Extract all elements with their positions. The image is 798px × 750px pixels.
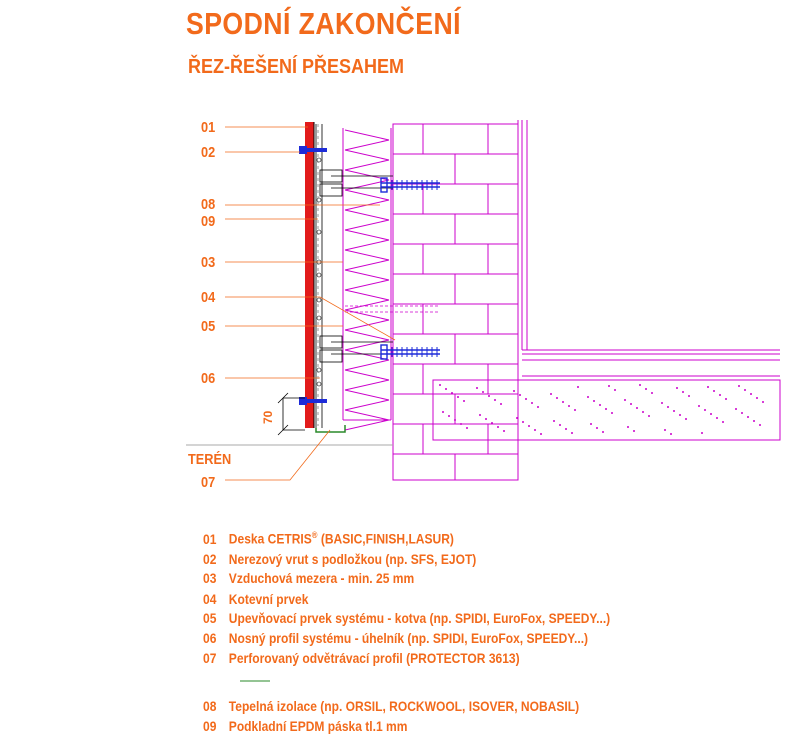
concrete-dot [457,396,459,398]
concrete-dot [540,433,542,435]
legend-num: 08 [203,698,217,714]
legend-num: 07 [203,650,217,666]
concrete-dot [577,386,579,388]
concrete-dot [537,406,539,408]
concrete-dot [608,385,610,387]
concrete-dot [513,390,515,392]
concrete-dot [494,399,496,401]
concrete-dot [559,424,561,426]
concrete-dot [590,423,592,425]
concrete-dot [479,414,481,416]
concrete-dot [648,415,650,417]
concrete-dot [454,419,456,421]
legend-num: 04 [203,591,217,607]
concrete-dot [682,391,684,393]
concrete-dot [759,424,761,426]
concrete-dot [596,427,598,429]
concrete-dot [439,384,441,386]
concrete-dot [500,403,502,405]
concrete-dot [522,421,524,423]
concrete-dot [719,394,721,396]
cetris-board [305,122,314,428]
concrete-dot [698,405,700,407]
concrete-dot [448,415,450,417]
concrete-dot [516,417,518,419]
concrete-dot [534,429,536,431]
legend-num: 06 [203,630,217,646]
concrete-dot [645,388,647,390]
concrete-dot [701,432,703,434]
page-subtitle: ŘEZ-ŘEŠENÍ PŘESAHEM [188,56,405,78]
profile-hole [317,230,321,234]
concrete-dot [741,412,743,414]
concrete-dot [753,420,755,422]
concrete-dot [704,409,706,411]
concrete-dot [599,404,601,406]
legend-num: 09 [203,718,217,734]
concrete-dot [568,405,570,407]
concrete-dot [713,390,715,392]
concrete-dot [614,389,616,391]
concrete-dot [725,398,727,400]
concrete-dot [602,431,604,433]
concrete-dot [750,393,752,395]
legend-item: 07 Perforovaný odvětrávací profil (PROTECTOR 3613) [203,650,520,666]
concrete-dot [574,409,576,411]
page-title: SPODNÍ ZAKONČENÍ [186,6,461,41]
anchors [381,178,440,359]
concrete-dot [497,426,499,428]
concrete-dot [451,392,453,394]
concrete-dot [460,423,462,425]
concrete-dot [485,418,487,420]
callout-06: 06 [201,370,216,387]
concrete-dot [519,394,521,396]
concrete-dot [633,430,635,432]
dimension-label: 70 [261,410,275,424]
concrete-dot [676,387,678,389]
concrete-dot [679,414,681,416]
concrete-dot [685,418,687,420]
concrete-dot [482,391,484,393]
concrete-dot [630,403,632,405]
concrete-dot [651,392,653,394]
profile-hole [317,368,321,372]
callout-01: 01 [201,119,216,136]
concrete-dot [639,384,641,386]
legend-item: 04 Kotevní prvek [203,591,309,607]
concrete-dot [707,386,709,388]
concrete-dot [762,401,764,403]
legend-num: 05 [203,610,217,626]
legend-item: 08 Tepelná izolace (np. ORSIL, ROCKWOOL, ISOVER, NOBASIL) [203,698,580,714]
anchor-threads [392,180,437,357]
concrete-dot [688,395,690,397]
legend-item: 05 Upevňovací prvek systému - kotva (np. SPIDI, EuroFox, SPEEDY...) [203,610,611,626]
concrete-dot [553,420,555,422]
concrete-dot [587,396,589,398]
brick-courses [393,124,518,480]
concrete-dot [624,399,626,401]
concrete-dot [673,410,675,412]
legend-item: 06 Nosný profil systému - úhelník (np. SPIDI, EuroFox, SPEEDY...) [203,630,589,646]
concrete-dot [664,429,666,431]
concrete-dot [562,401,564,403]
perforated-profile [316,425,345,432]
concrete-dot [611,412,613,414]
concrete-dot [503,430,505,432]
concrete-dot [593,400,595,402]
concrete-dot [528,425,530,427]
concrete-dot [565,428,567,430]
legend-item: 09 Podkladní EPDM páska tl.1 mm [203,718,408,734]
callout-04: 04 [201,289,216,306]
profile-hole [317,198,321,202]
legend-num: 03 [203,570,217,586]
concrete-dot [463,400,465,402]
concrete-dot [442,411,444,413]
legend-item: 02 Nerezový vrut s podložkou (np. SFS, EJOT) [203,551,477,567]
callout-teren: TERÉN [188,451,232,468]
concrete-dot [747,416,749,418]
concrete-dot [445,388,447,390]
thermal-insulation [343,128,391,420]
concrete-dot [627,426,629,428]
concrete-dot [466,427,468,429]
concrete-dot [491,422,493,424]
concrete-dot [605,408,607,410]
concrete-dot [476,387,478,389]
concrete-dot [636,407,638,409]
profile-hole [317,298,321,302]
profile-hole [317,158,321,162]
insulation-hatch [345,130,389,430]
callout-08: 08 [201,196,216,213]
concrete-dot [550,393,552,395]
concrete-dot [531,402,533,404]
concrete-dot [722,421,724,423]
concrete-dot [525,398,527,400]
concrete-dot [667,406,669,408]
concrete-dot [670,433,672,435]
profile-hole [317,273,321,277]
concrete-dot [661,402,663,404]
profile-hole [317,382,321,386]
concrete-dot [571,432,573,434]
concrete-dot [556,397,558,399]
concrete-dot [744,389,746,391]
concrete-dot [488,395,490,397]
legend-item: 03 Vzduchová mezera - min. 25 mm [203,570,415,586]
concrete-dot [716,417,718,419]
legend-num: 01 [203,530,217,547]
concrete-dot [735,408,737,410]
interior-plaster [518,120,780,350]
callout-07: 07 [201,474,216,491]
callout-05: 05 [201,318,216,335]
profile-hole [317,316,321,320]
concrete-dot [642,411,644,413]
legend-num: 02 [203,551,217,567]
concrete-dot [756,397,758,399]
callout-02: 02 [201,144,216,161]
callout-03: 03 [201,254,216,271]
concrete-dot [738,385,740,387]
concrete-dot [710,413,712,415]
callout-09: 09 [201,213,216,230]
legend-item: 01 Deska CETRIS® (BASIC,FINISH,LASUR) [203,530,454,547]
